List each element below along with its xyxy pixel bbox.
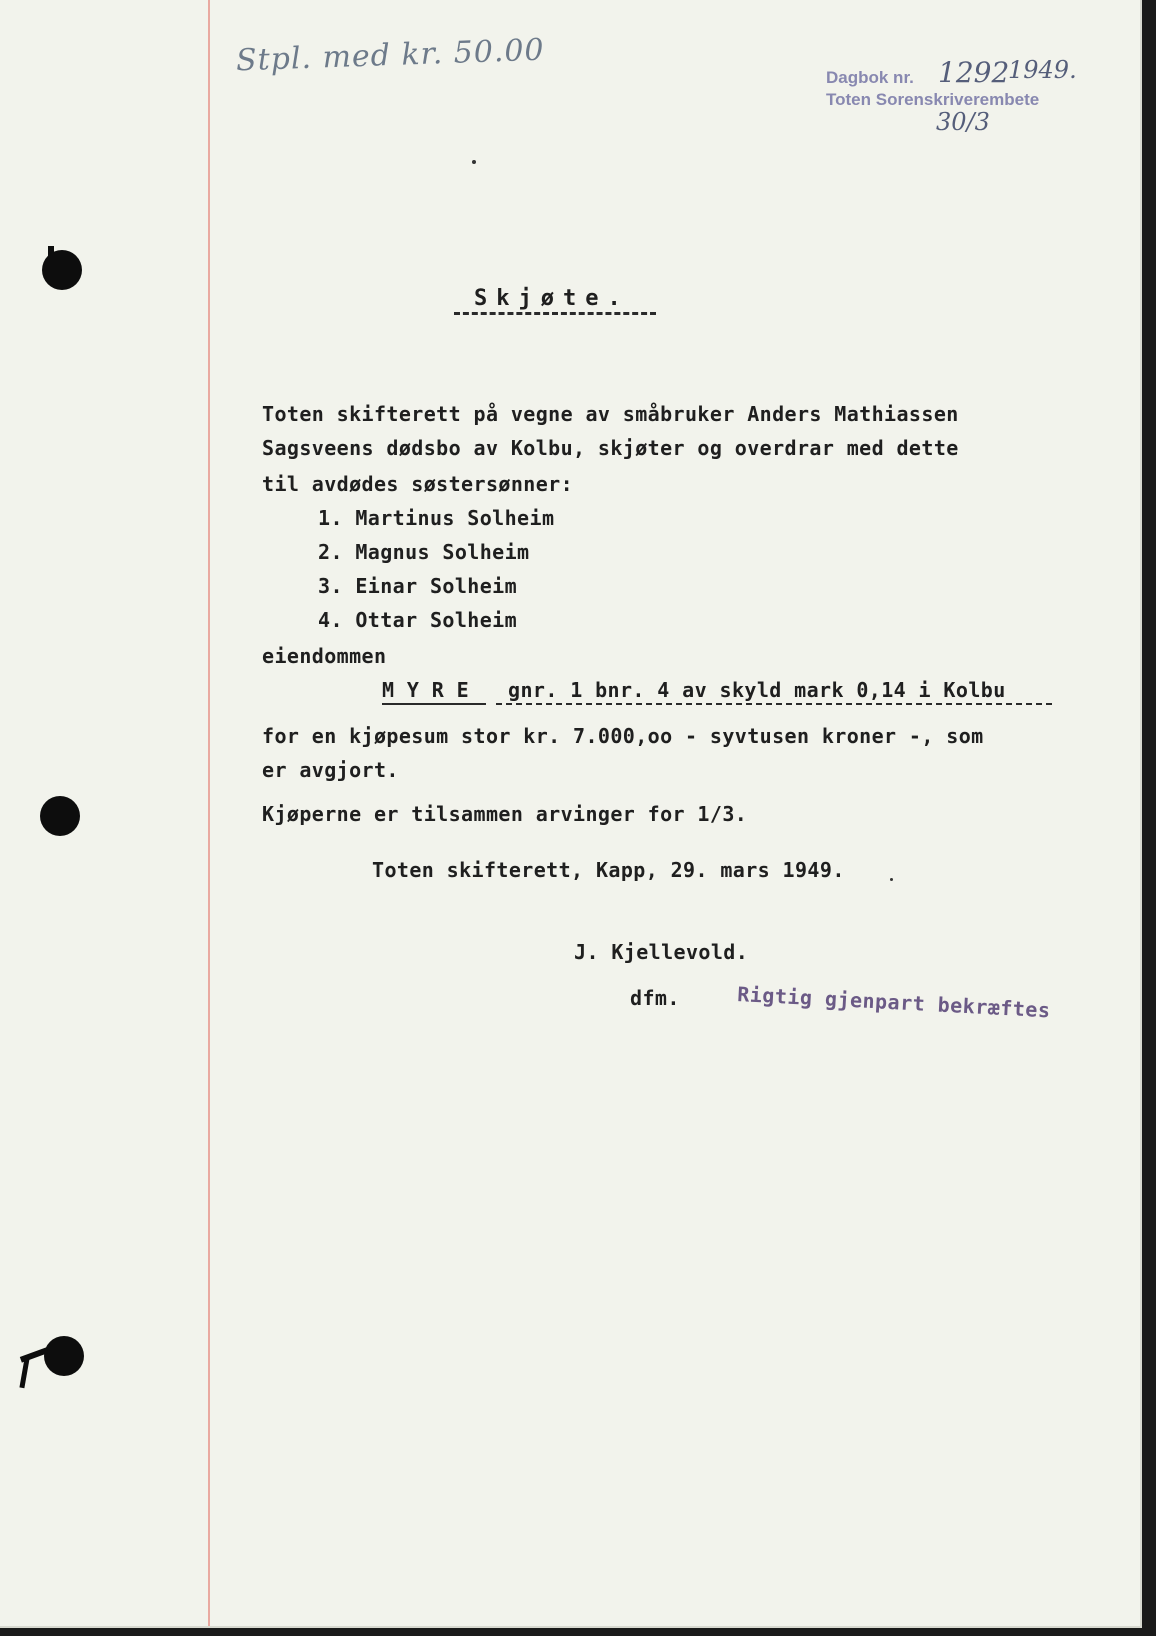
certification-stamp: Rigtig gjenpart bekræftes <box>736 982 1052 1023</box>
stamp-entry-number: 1292 <box>938 56 1010 89</box>
share-line: Kjøperne er tilsammen arvinger for 1/3. <box>262 802 748 826</box>
signature-title: dfm. <box>630 986 680 1010</box>
margin-line <box>208 0 210 1628</box>
margin-note-handwritten: Stpl. med kr. 50.00 <box>235 32 546 79</box>
body-line-2: Sagsveens dødsbo av Kolbu, skjøter og overdrar med dette <box>262 436 959 460</box>
heir-item: 3. Einar Solheim <box>318 574 518 598</box>
stamp-office-label: Toten Sorenskriverembete <box>826 90 1040 109</box>
stamp-date: 30/3 <box>936 108 990 136</box>
heir-item: 4. Ottar Solheim <box>318 608 518 632</box>
stamp-dagbok-label: Dagbok nr. <box>826 68 914 87</box>
body-line-1: Toten skifterett på vegne av småbruker Anders Mathiassen <box>262 402 959 426</box>
stamp-year: 1949. <box>1008 56 1077 84</box>
property-intro: eiendommen <box>262 644 387 668</box>
heir-item: 1. Martinus Solheim <box>318 506 555 530</box>
property-details: gnr. 1 bnr. 4 av skyld mark 0,14 i Kolbu <box>508 678 1006 702</box>
title-underline <box>454 312 656 315</box>
document-title: Skjøte. <box>474 286 630 311</box>
body-line-3: til avdødes søstersønner: <box>262 472 574 496</box>
signature-name: J. Kjellevold. <box>574 940 749 964</box>
heir-item: 2. Magnus Solheim <box>318 540 530 564</box>
price-line-2: er avgjort. <box>262 758 399 782</box>
property-name: M Y R E <box>382 678 470 702</box>
property-details-underline <box>496 703 1052 705</box>
punch-hole-middle <box>40 796 80 836</box>
property-name-underline <box>382 703 486 705</box>
place-date: Toten skifterett, Kapp, 29. mars 1949. <box>372 858 845 882</box>
price-line-1: for en kjøpesum stor kr. 7.000,oo - syvtusen kroner -, som <box>262 724 984 748</box>
punch-hole-bottom <box>44 1336 84 1376</box>
